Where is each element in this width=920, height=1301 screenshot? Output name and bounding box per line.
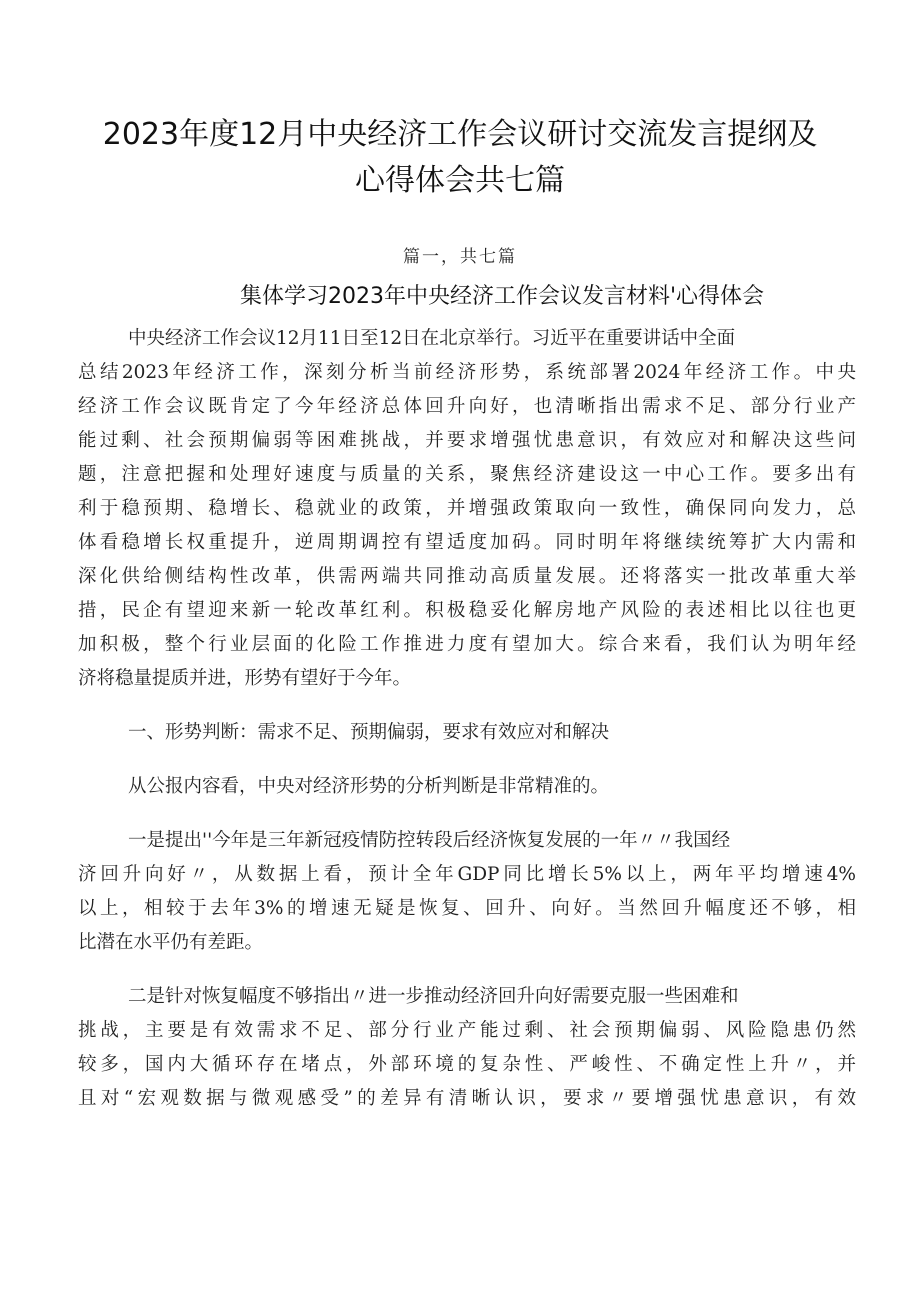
section-label: 篇一，共七篇: [403, 247, 517, 267]
paragraph-line: 深化供给侧结构性改革，供需两端共同推动高质量发展。还将落实一批改革重大举: [78, 566, 856, 587]
paragraph-line: 措，民企有望迎来新一轮改革红利。积极稳妥化解房地产风险的表述相比以往也更: [78, 600, 856, 621]
paragraph-line: 济将稳量提质并进，形势有望好于今年。: [78, 668, 412, 689]
paragraph-line: 体看稳增长权重提升，逆周期调控有望适度加码。同时明年将继续统筹扩大内需和: [78, 532, 856, 553]
paragraph-line: 比潜在水平仍有差距。: [78, 932, 264, 953]
paragraph-line: 利于稳预期、稳增长、稳就业的政策，并增强政策取向一致性，确保同向发力，总: [78, 498, 856, 519]
paragraph-line: 从公报内容看，中央对经济形势的分析判断是非常精准的。: [128, 776, 610, 797]
paragraph-line: 一是提出''今年是三年新冠疫情防控转段后经济恢复发展的一年〃〃我国经: [128, 830, 731, 851]
paragraph-line: 经济工作会议既肯定了今年经济总体回升向好，也清晰指出需求不足、部分行业产: [78, 396, 856, 417]
section-heading-1: 一、形势判断：需求不足、预期偏弱，要求有效应对和解决: [128, 722, 610, 743]
paragraph-line: 总结2023年经济工作，深刻分析当前经济形势，系统部署2024年经济工作。中央: [78, 362, 856, 383]
paragraph-line: 题，注意把握和处理好速度与质量的关系，聚焦经济建设这一中心工作。要多出有: [78, 464, 856, 485]
paragraph-line: 二是针对恢复幅度不够指出〃进一步推动经济回升向好需要克服一些困难和: [128, 986, 739, 1007]
paragraph-line: 以上，相较于去年3%的增速无疑是恢复、回升、向好。当然回升幅度还不够，相: [78, 898, 856, 919]
document-title-line-2: 心得体会共七篇: [355, 163, 565, 198]
paragraph-line: 较多，国内大循环存在堵点，外部环境的复杂性、严峻性、不确定性上升〃，并: [78, 1054, 856, 1075]
paragraph-line: 挑战，主要是有效需求不足、部分行业产能过剩、社会预期偏弱、风险隐患仍然: [78, 1020, 856, 1041]
paragraph-line: 加积极，整个行业层面的化险工作推进力度有望加大。综合来看，我们认为明年经: [78, 634, 856, 655]
article-heading: 集体学习2023年中央经济工作会议发言材料'心得体会: [240, 284, 765, 309]
paragraph-line: 中央经济工作会议12月11日至12日在北京举行。习近平在重要讲话中全面: [128, 328, 736, 349]
paragraph-line: 且对“宏观数据与微观感受”的差异有清晰认识，要求〃要增强忧患意识，有效: [78, 1088, 856, 1109]
paragraph-line: 济回升向好〃，从数据上看，预计全年GDP同比增长5%以上，两年平均增速4%: [78, 864, 856, 885]
paragraph-line: 能过剩、社会预期偏弱等困难挑战，并要求增强忧患意识，有效应对和解决这些问: [78, 430, 856, 451]
document-title-line-1: 2023年度12月中央经济工作会议研讨交流发言提纲及: [102, 117, 818, 152]
